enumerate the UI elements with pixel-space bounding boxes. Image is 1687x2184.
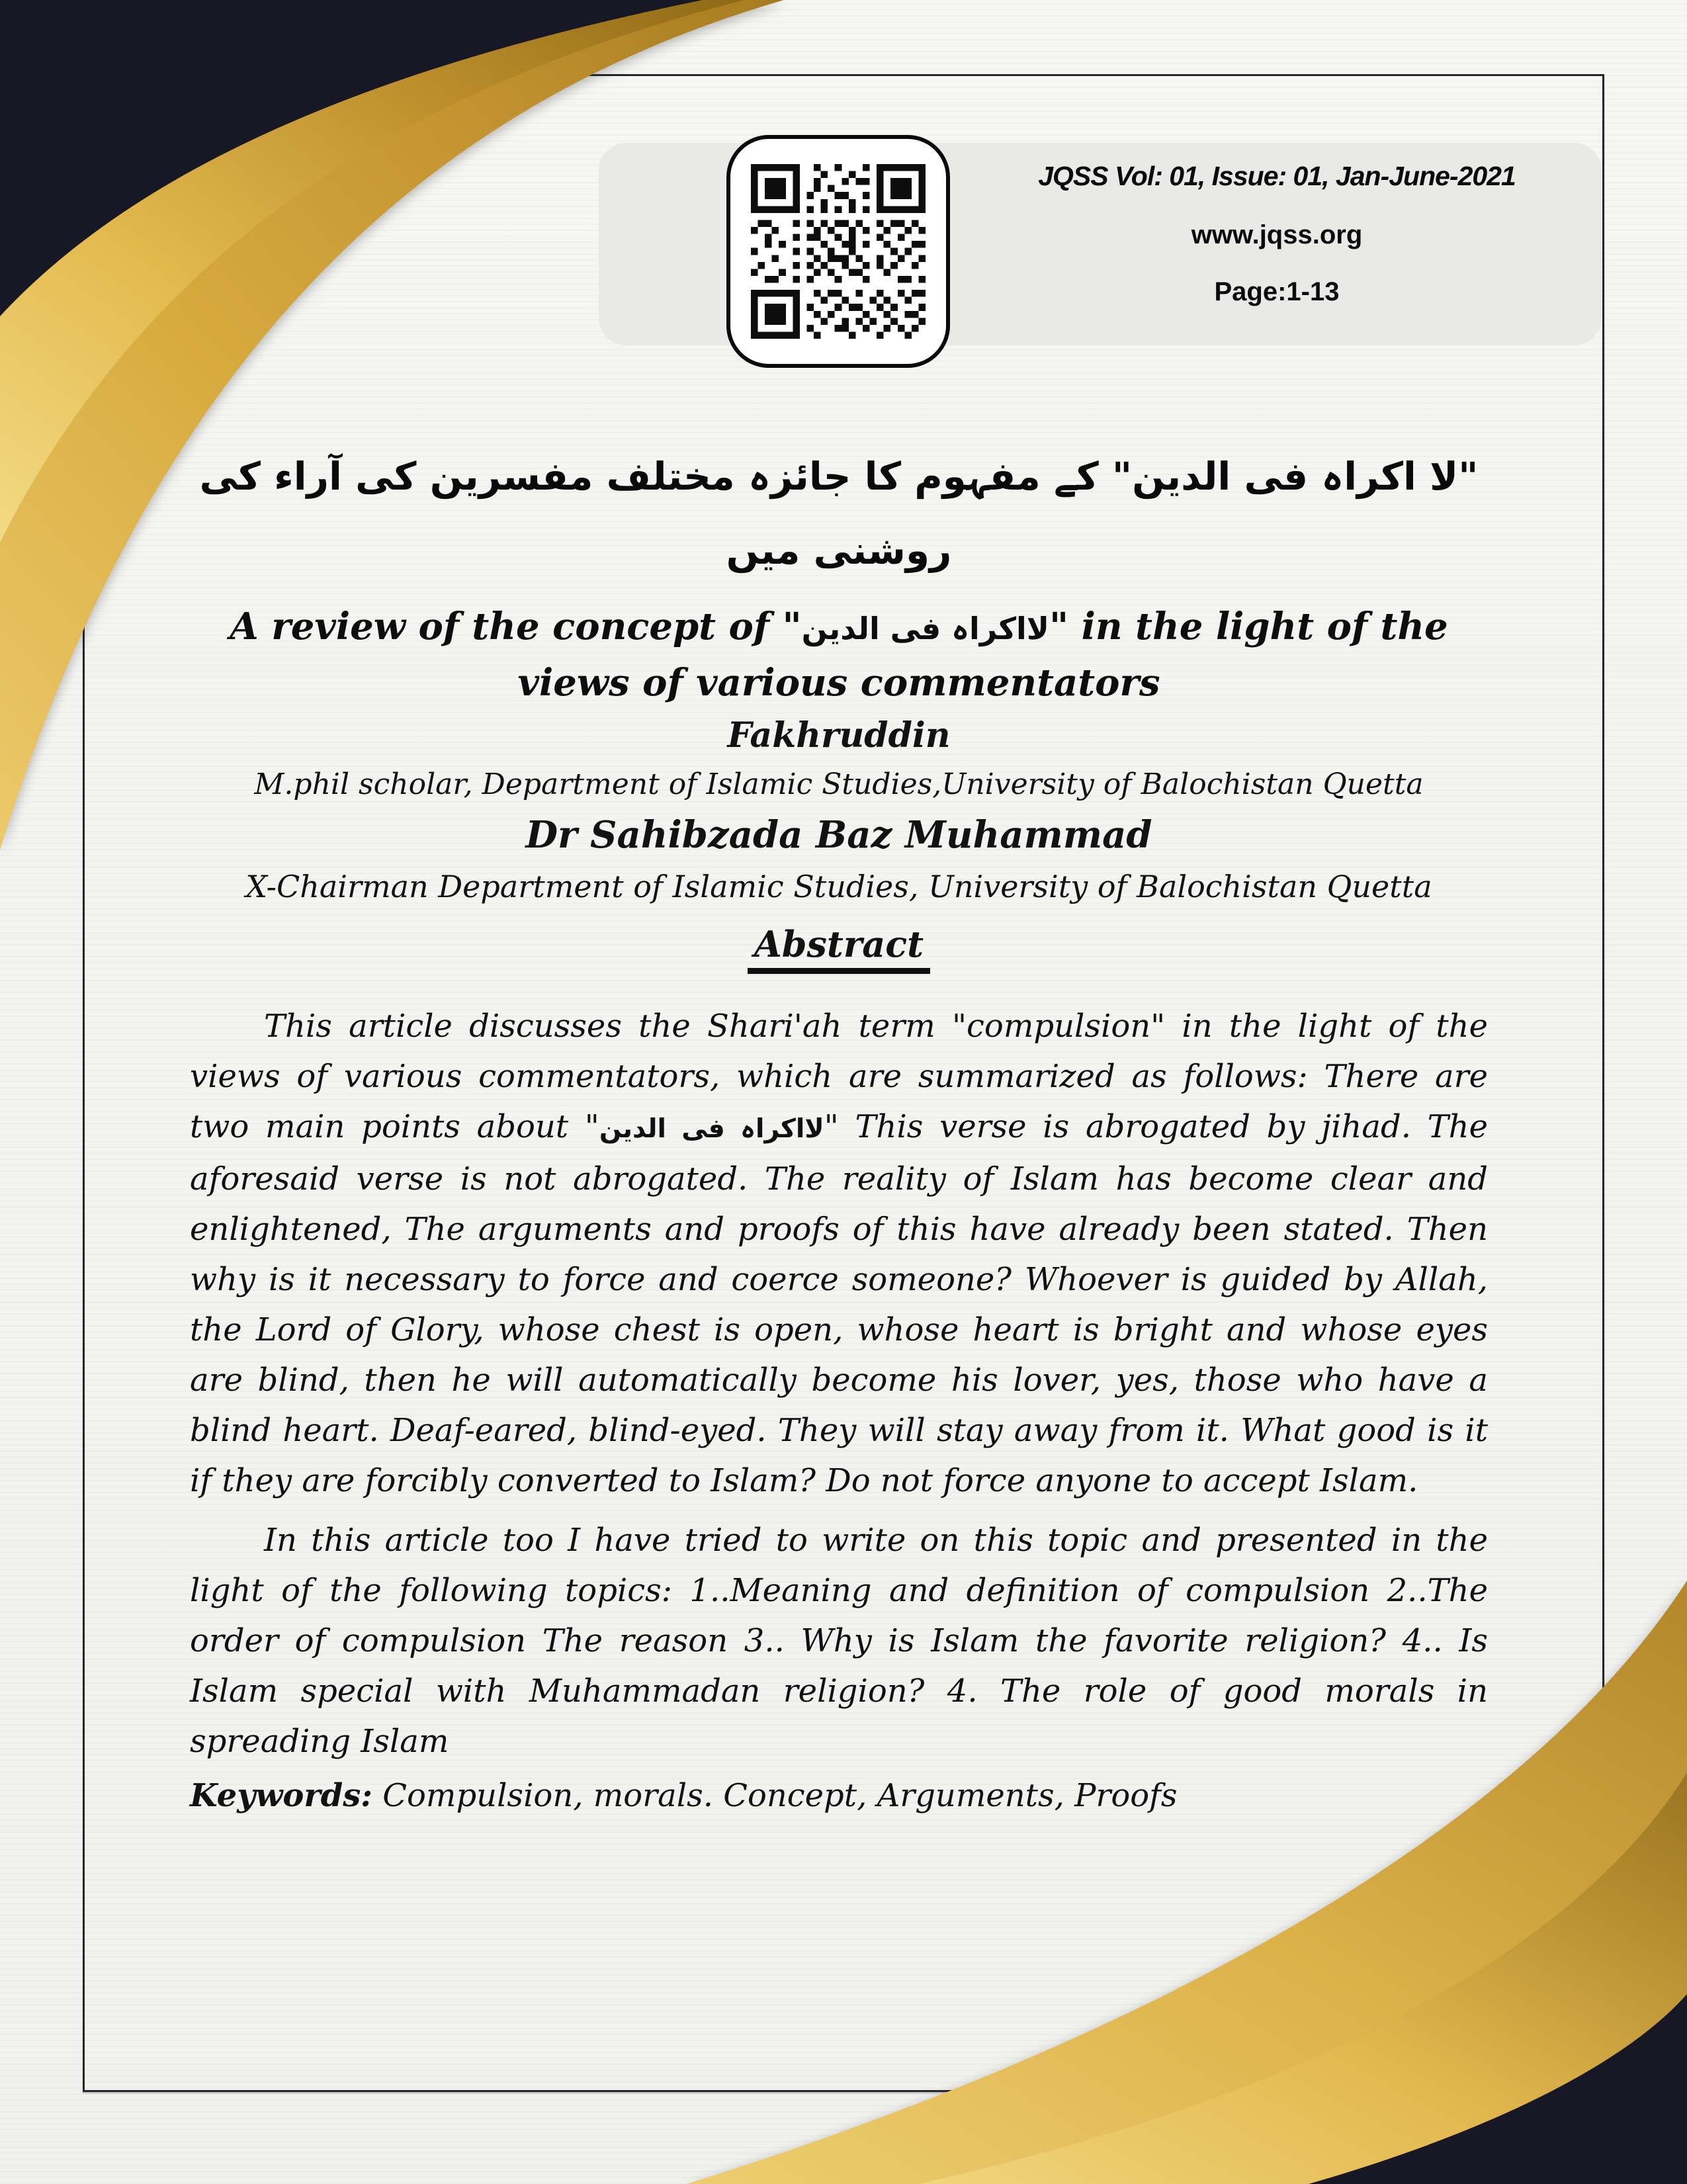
abstract-arabic-phrase: لااکراہ فی الدین — [599, 1114, 824, 1144]
urdu-title: "لا اکراہ فی الدین" کے مفہوم کا جائزہ مختلف مفسرین کی آراء کی روشنی میں — [199, 454, 1479, 573]
qr-code-icon — [751, 164, 926, 339]
abstract-paragraph-1 — [190, 1001, 1488, 1506]
english-title — [190, 599, 1488, 710]
author-affiliation-2: X-Chairman Department of Islamic Studies, University of Balochistan Quetta — [245, 869, 1432, 904]
page-range: Page:1-13 — [1214, 277, 1340, 306]
author-name-2: Dr Sahibzada Baz Muhammad — [525, 813, 1152, 857]
abstract-p1-text: This article discusses the Shari'ah term "compulsion" in the light of the views of various commentators, which are summarized as follows: There are two main points about " — [190, 1008, 1488, 1145]
article-content — [190, 439, 1488, 1821]
header-text-block — [966, 160, 1588, 307]
keywords-line — [190, 1770, 1488, 1821]
keywords-value: Compulsion, morals. Concept, Arguments, Proofs — [382, 1777, 1178, 1814]
journal-website: www.jqss.org — [1191, 220, 1363, 249]
keywords-label: Keywords: — [190, 1777, 373, 1814]
english-title-arabic-phrase: لااکراہ فی الدین — [801, 611, 1049, 646]
abstract-paragraph-2: In this article too I have tried to write on this topic and presented in the light of the following topics: 1..Meaning and definition of compulsion 2..The order of compulsion The reason 3.. Why is Islam the favorite religion? 4.. Is Islam special with Muhammadan religion? 4. The role of good morals in spreading Islam — [190, 1522, 1488, 1760]
english-title-text-cont: " in the light of the views of various commentators — [517, 605, 1448, 705]
english-title-text: A review of the concept of " — [230, 605, 802, 648]
abstract-heading-text: Abstract — [748, 923, 930, 974]
author-name-1: Fakhruddin — [727, 715, 951, 756]
journal-issue-line: JQSS Vol: 01, Issue: 01, Jan-June-2021 — [1038, 161, 1516, 191]
abstract-p1-text-cont: " This verse is abrogated by jihad. The aforesaid verse is not abrogated. The reality of Islam has become clear and enlightened, The arguments and proofs of this have already been stated. Then why is it necessary to force and coerce someone? Whoever is guided by Allah, the Lord of Glory, whose chest is open, whose heart is bright and whose eyes are blind, then he will automatically become his lover, yes, those who have a blind heart. Deaf-eared, blind-eyed. They will stay away from it. What good is it if they are forcibly converted to Islam? Do not force anyone to accept Islam. — [190, 1108, 1488, 1499]
author-affiliation-1: M.phil scholar, Department of Islamic Studies,University of Balochistan Quetta — [254, 767, 1424, 801]
qr-code-card — [726, 135, 950, 368]
abstract-heading — [190, 914, 1488, 984]
